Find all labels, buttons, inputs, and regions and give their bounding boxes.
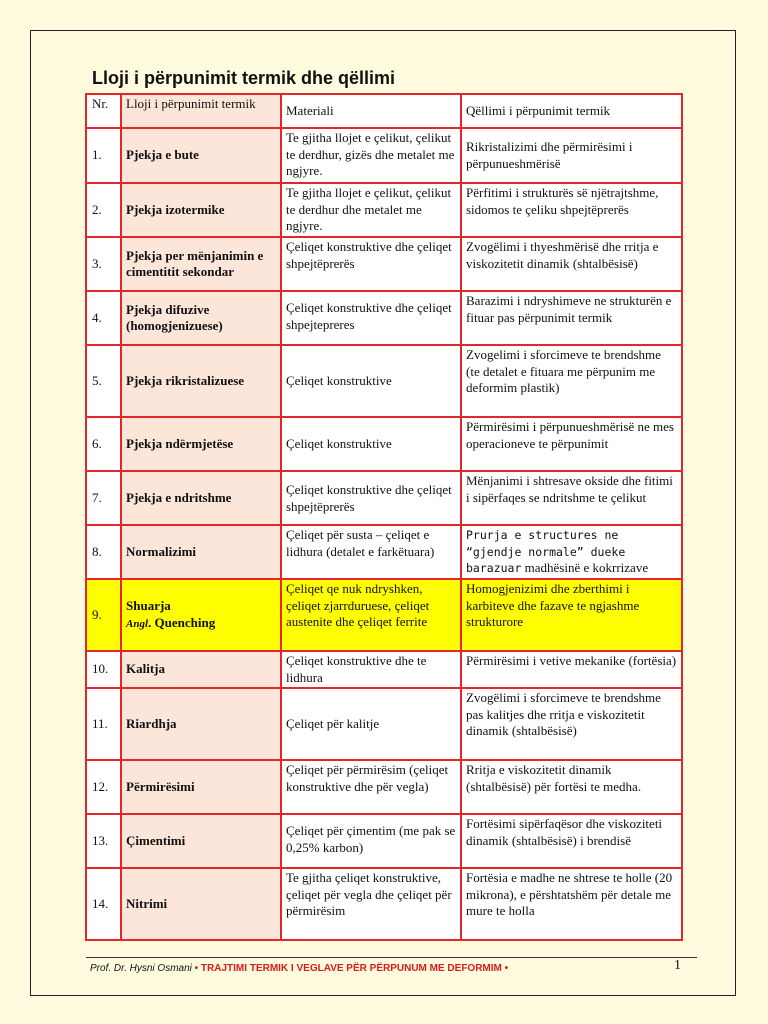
row-goal [461,525,682,579]
row-type: Pjekja ndërmjetëse [121,417,281,471]
row-goal: Përmirësimi i vetive mekanike (fortësia) [461,651,682,688]
table-row [86,525,682,579]
table-row [86,868,682,940]
row-goal: Barazimi i ndryshimeve ne strukturën e fituar pas përpunimit termik [461,291,682,345]
header-type: Lloji i përpunimit termik [121,94,281,128]
row-goal: Përmirësimi i përpunueshmërisë ne mes operacioneve te përpunimit [461,417,682,471]
row-nr: 1. [86,128,121,183]
row-goal: Rikristalizimi dhe përmirësimi i përpunueshmërisë [461,128,682,183]
row-material: Çeliqet konstruktive dhe çeliqet shpejtepreres [281,291,461,345]
header-nr: Nr. [86,94,121,128]
row-type: Çimentimi [121,814,281,868]
header-material: Materiali [281,94,461,128]
table-row [86,183,682,237]
table-row-highlighted [86,579,682,651]
row-goal: Mënjanimi i shtresave okside dhe fitimi i sipërfaqes se ndritshme te çelikut [461,471,682,525]
page-footer [90,963,690,974]
row-material: Te gjitha llojet e çelikut, çelikut te derdhur, gizës dhe metalet me ngjyre. [281,128,461,183]
row-type: Normalizimi [121,525,281,579]
row-material: Çeliqet konstruktive dhe te lidhura [281,651,461,688]
row-type: Pjekja e ndritshme [121,471,281,525]
table-row [86,417,682,471]
table-row [86,651,682,688]
row-nr: 9. [86,579,121,651]
row-material: Çeliqet për kalitje [281,688,461,760]
row-goal: Rritja e viskozitetit dinamik (shtalbësisë) për fortësi te medha. [461,760,682,814]
row-nr: 3. [86,237,121,291]
row-type: Pjekja rikristalizuese [121,345,281,417]
row-type: Pjekja izotermike [121,183,281,237]
row-nr: 6. [86,417,121,471]
row-goal: Fortësimi sipërfaqësor dhe viskoziteti dinamik (shtalbësisë) i brendisë [461,814,682,868]
row-material: Çeliqet për çimentim (me pak se 0,25% karbon) [281,814,461,868]
table-row [86,688,682,760]
row-goal: Përfitimi i strukturës së njëtrajtshme, sidomos te çeliku shpejtëprerës [461,183,682,237]
footer-author: Prof. Dr. Hysni Osmani [90,963,192,974]
row-material: Çeliqet konstruktive [281,345,461,417]
row-nr: 2. [86,183,121,237]
header-goal: Qëllimi i përpunimit termik [461,94,682,128]
row-material: Çeliqet konstruktive dhe çeliqet shpejtëprerës [281,237,461,291]
row-type: Pjekja e bute [121,128,281,183]
row-material: Te gjitha çeliqet konstruktive, çeliqet për vegla dhe çeliqet për përmirësim [281,868,461,940]
table-row [86,760,682,814]
row-material: Çeliqet për susta – çeliqet e lidhura (detalet e farkëtuara) [281,525,461,579]
table-row [86,128,682,183]
row-nr: 7. [86,471,121,525]
page-title: Lloji i përpunimit termik dhe qëllimi [92,68,396,88]
table-row [86,345,682,417]
footer-divider [86,957,697,958]
row-material: Çeliqet konstruktive [281,417,461,471]
table-header-row [86,94,682,128]
row-material: Te gjitha llojet e çelikut, çelikut te derdhur dhe metalet me ngjyre. [281,183,461,237]
row-type: Pjekja difuzive (homogjenizuese) [121,291,281,345]
row-goal: Homogjenizimi dhe zberthimi i karbiteve dhe fazave te ngjashme strukturore [461,579,682,651]
row-goal: Zvogëlimi i sforcimeve te brendshme pas kalitjes dhe rritja e viskozitetit dinamik (shtalbësisë) [461,688,682,760]
footer-course: • TRAJTIMI TERMIK I VEGLAVE PËR PËRPUNUM ME DEFORMIM • [194,963,509,974]
row-material: Çeliqet konstruktive dhe çeliqet shpejtëprerës [281,471,461,525]
row-goal: Zvogelimi i sforcimeve te brendshme (te detalet e fituara me përpunim me deformim plastik) [461,345,682,417]
row-material: Çeliqet për përmirësim (çeliqet konstruktive dhe për vegla) [281,760,461,814]
table-row [86,471,682,525]
page-number: 1 [674,958,681,973]
table-row [86,814,682,868]
row-type: Nitrimi [121,868,281,940]
row-nr: 8. [86,525,121,579]
row-nr: 13. [86,814,121,868]
row-nr: 14. [86,868,121,940]
row-type: Kalitja [121,651,281,688]
row-type: Përmirësimi [121,760,281,814]
row-nr: 11. [86,688,121,760]
row-type-english: Angl. Quenching [126,614,216,630]
row-material: Çeliqet qe nuk ndryshken, çeliqet zjarrduruese, çeliqet austenite dhe çeliqet ferrite [281,579,461,651]
row-goal: Fortësia e madhe ne shtrese te holle (20 mikrona), e përshtatshëm për detale me mure te holla [461,868,682,940]
row-goal-rest: madhësinë e kokrrizave [524,560,649,575]
heat-treatment-table [85,93,683,941]
table-row [86,237,682,291]
row-nr: 12. [86,760,121,814]
row-type [121,579,281,651]
row-goal-handwritten: Prurja e structures ne “gjendje normale” dueke barazuar [466,528,626,575]
row-goal: Zvogëlimi i thyeshmërisë dhe rritja e viskozitetit dinamik (shtalbësisë) [461,237,682,291]
row-type: Pjekja per mënjanimin e cimentitit sekondar [121,237,281,291]
row-nr: 4. [86,291,121,345]
row-type: Riardhja [121,688,281,760]
table-row [86,291,682,345]
row-nr: 10. [86,651,121,688]
row-nr: 5. [86,345,121,417]
row-type-main: Shuarja [126,598,171,613]
